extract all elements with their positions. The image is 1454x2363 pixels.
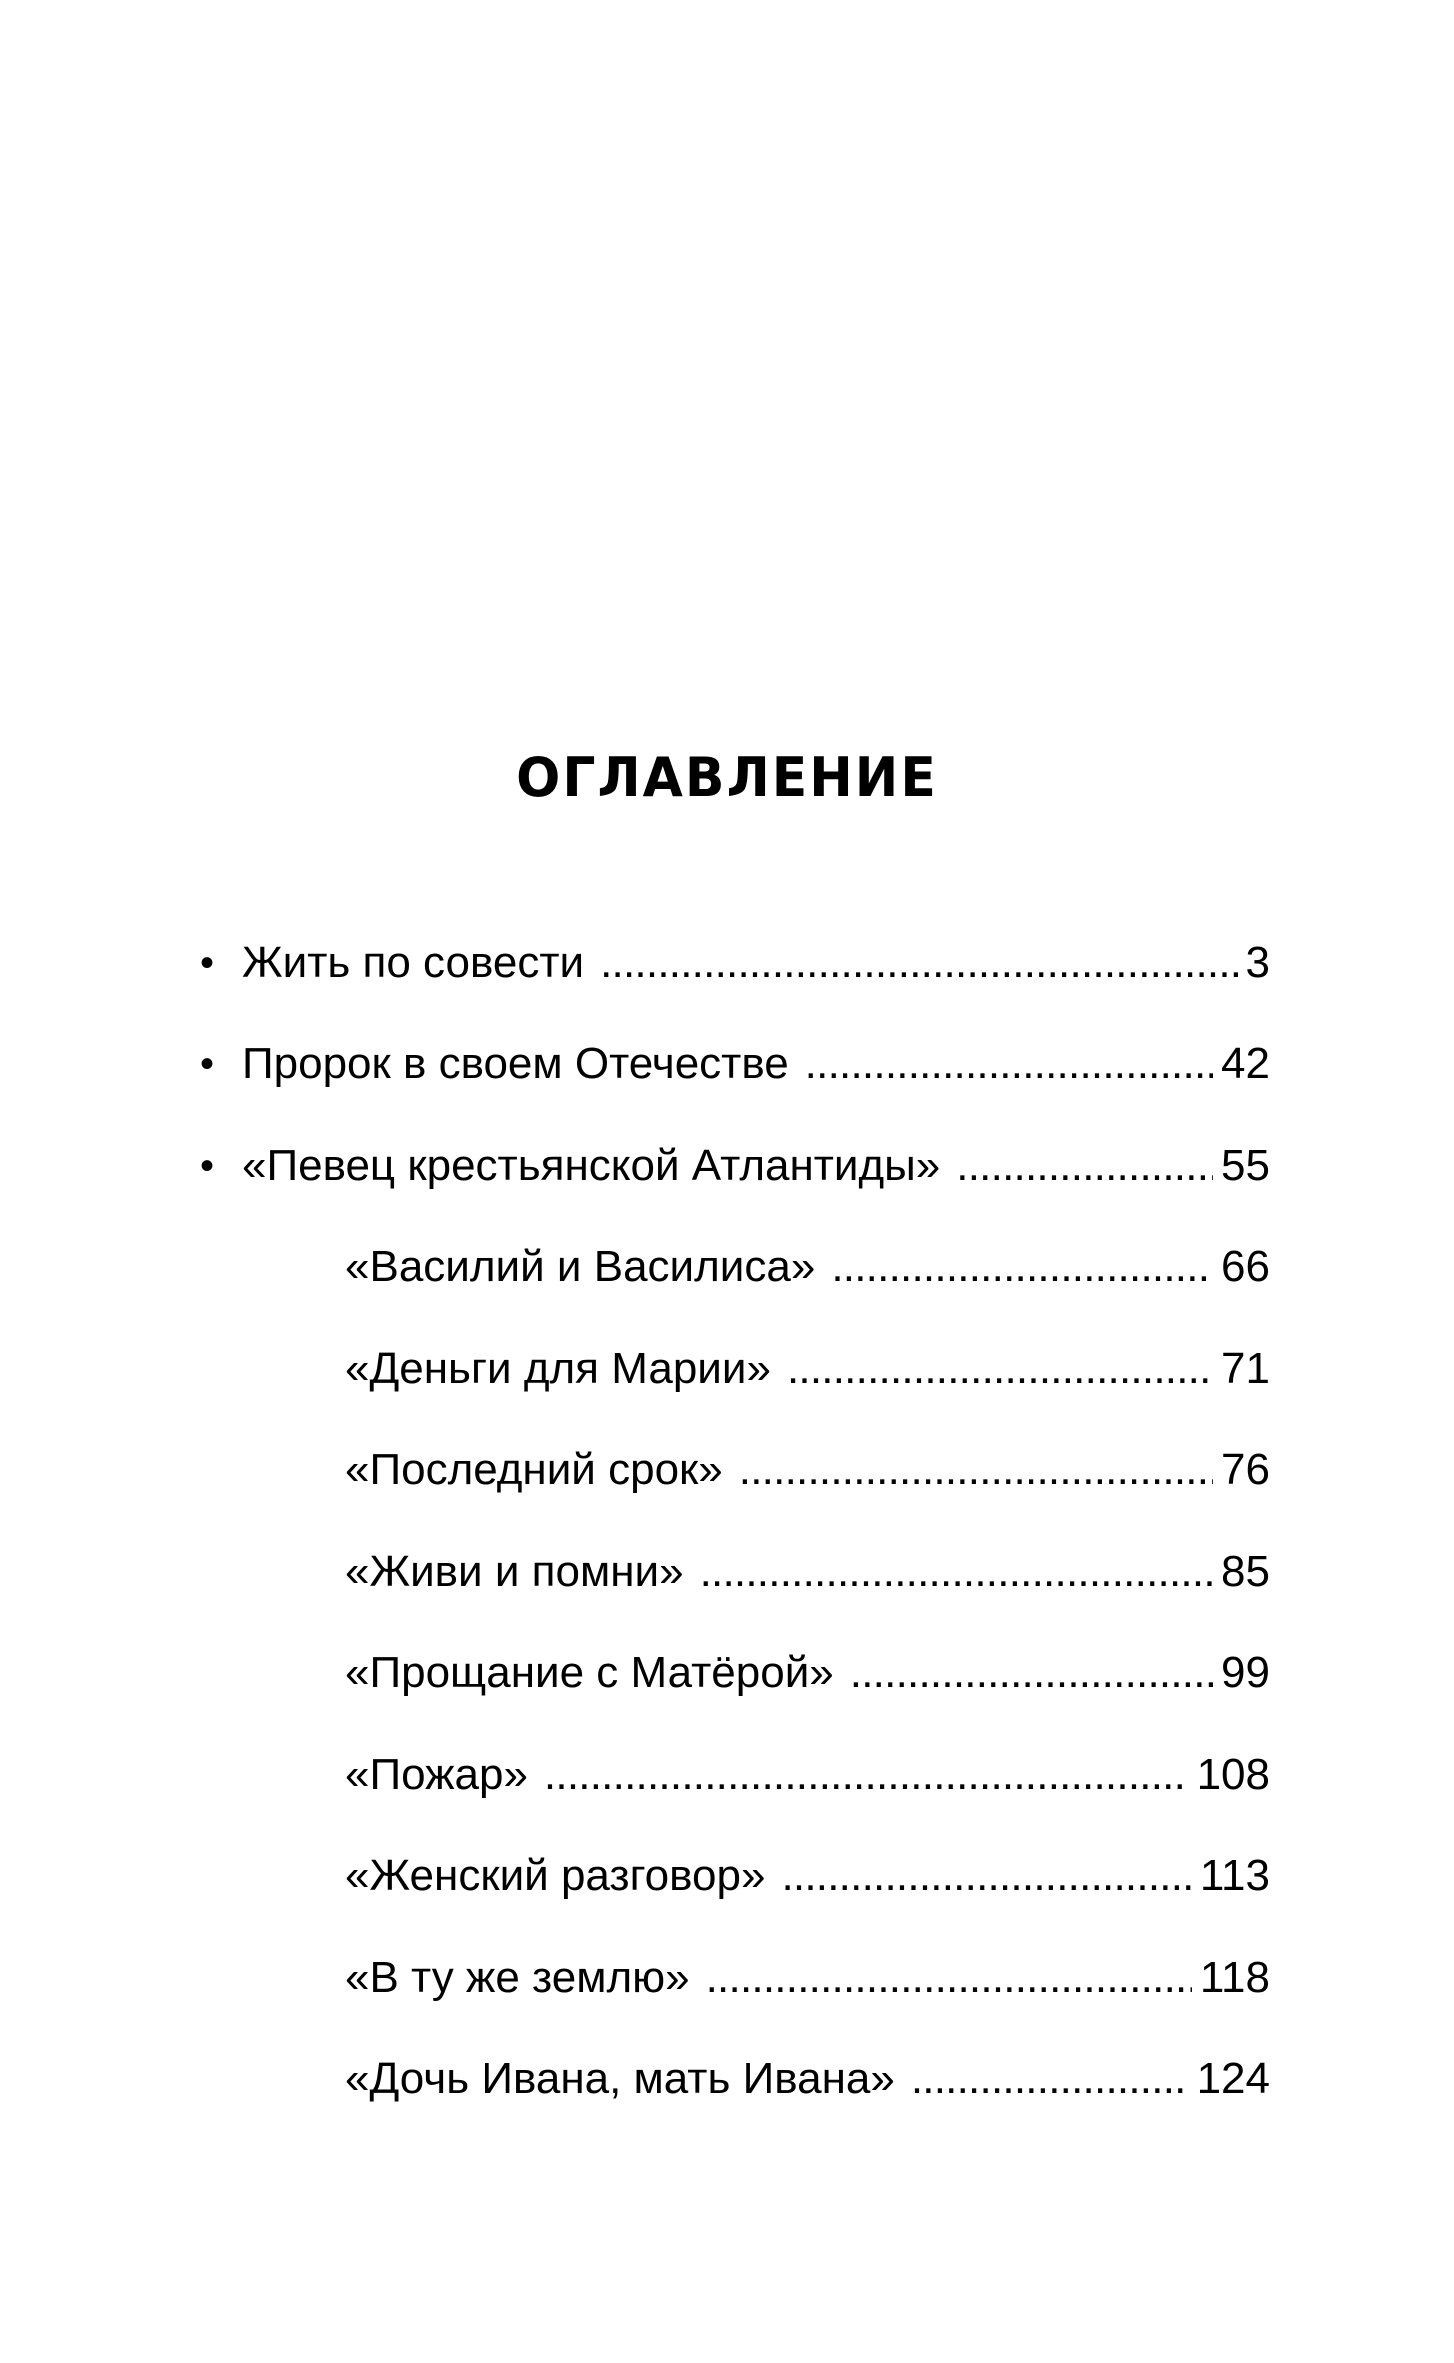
- toc-entry-title: «Живи и помни»: [345, 1546, 684, 1596]
- dot-leader: [956, 1136, 1213, 1196]
- dot-leader: [706, 1948, 1192, 2008]
- toc-entry-title: «Последний срок»: [345, 1445, 723, 1495]
- toc-entry-page: 108: [1196, 1749, 1270, 1799]
- toc-entry[interactable]: [200, 2029, 1270, 2131]
- toc-entry[interactable]: [200, 1521, 1270, 1623]
- toc-entry[interactable]: [200, 1014, 1270, 1116]
- toc-entry-page: 42: [1221, 1039, 1270, 1089]
- toc-entry-title: «Деньги для Марии»: [345, 1343, 771, 1393]
- toc-entry-page: 118: [1199, 1952, 1270, 2002]
- toc-entry-page: 66: [1221, 1242, 1270, 1292]
- toc-entry-page: 76: [1221, 1445, 1270, 1495]
- toc-entry-page: 99: [1221, 1648, 1270, 1698]
- page-title: ОГЛАВЛЕНИЕ: [516, 746, 938, 810]
- toc-entry-page: 55: [1221, 1140, 1270, 1190]
- dot-leader: [805, 1034, 1213, 1094]
- toc-entry[interactable]: [200, 1724, 1270, 1826]
- toc-entry-page: 85: [1221, 1546, 1270, 1596]
- bullet-icon: •: [200, 1143, 215, 1188]
- dot-leader: [544, 1745, 1189, 1805]
- dot-leader: [787, 1339, 1213, 1399]
- toc-entry-title: Жить по совести: [242, 937, 585, 987]
- dot-leader: [911, 2049, 1189, 2109]
- toc-entry-page: 3: [1245, 937, 1270, 987]
- toc-entry[interactable]: [200, 912, 1270, 1014]
- toc-entry[interactable]: [200, 1420, 1270, 1522]
- toc-entry-page: 71: [1221, 1343, 1270, 1393]
- toc-entry-title: «Женский разговор»: [345, 1851, 766, 1901]
- toc-entry-title: «Певец крестьянской Атлантиды»: [242, 1140, 941, 1190]
- dot-leader: [781, 1846, 1191, 1906]
- dot-leader: [831, 1237, 1213, 1297]
- toc-entry-title: «Пожар»: [345, 1749, 528, 1799]
- dot-leader: [600, 933, 1237, 993]
- toc-entry[interactable]: [200, 1318, 1270, 1420]
- dot-leader: [850, 1643, 1213, 1703]
- dot-leader: [700, 1542, 1213, 1602]
- toc-entry-title: «В ту же землю»: [345, 1952, 690, 2002]
- toc-entry[interactable]: [200, 1115, 1270, 1217]
- toc-entry-title: «Дочь Ивана, мать Ивана»: [345, 2054, 895, 2104]
- bullet-icon: •: [200, 940, 215, 985]
- dot-leader: [739, 1440, 1213, 1500]
- toc-entry[interactable]: [200, 1623, 1270, 1725]
- toc-entry-title: «Василий и Василиса»: [345, 1242, 816, 1292]
- toc-entry-page: 113: [1199, 1851, 1270, 1901]
- toc-entry-title: Пророк в своем Отечестве: [242, 1039, 789, 1089]
- toc-entry-page: 124: [1196, 2054, 1270, 2104]
- toc-entry[interactable]: [200, 1826, 1270, 1928]
- toc-entry[interactable]: [200, 1927, 1270, 2029]
- toc-entry-title: «Прощание с Матёрой»: [345, 1648, 834, 1698]
- bullet-icon: •: [200, 1042, 215, 1087]
- table-of-contents: [200, 912, 1270, 2130]
- toc-entry[interactable]: [200, 1217, 1270, 1319]
